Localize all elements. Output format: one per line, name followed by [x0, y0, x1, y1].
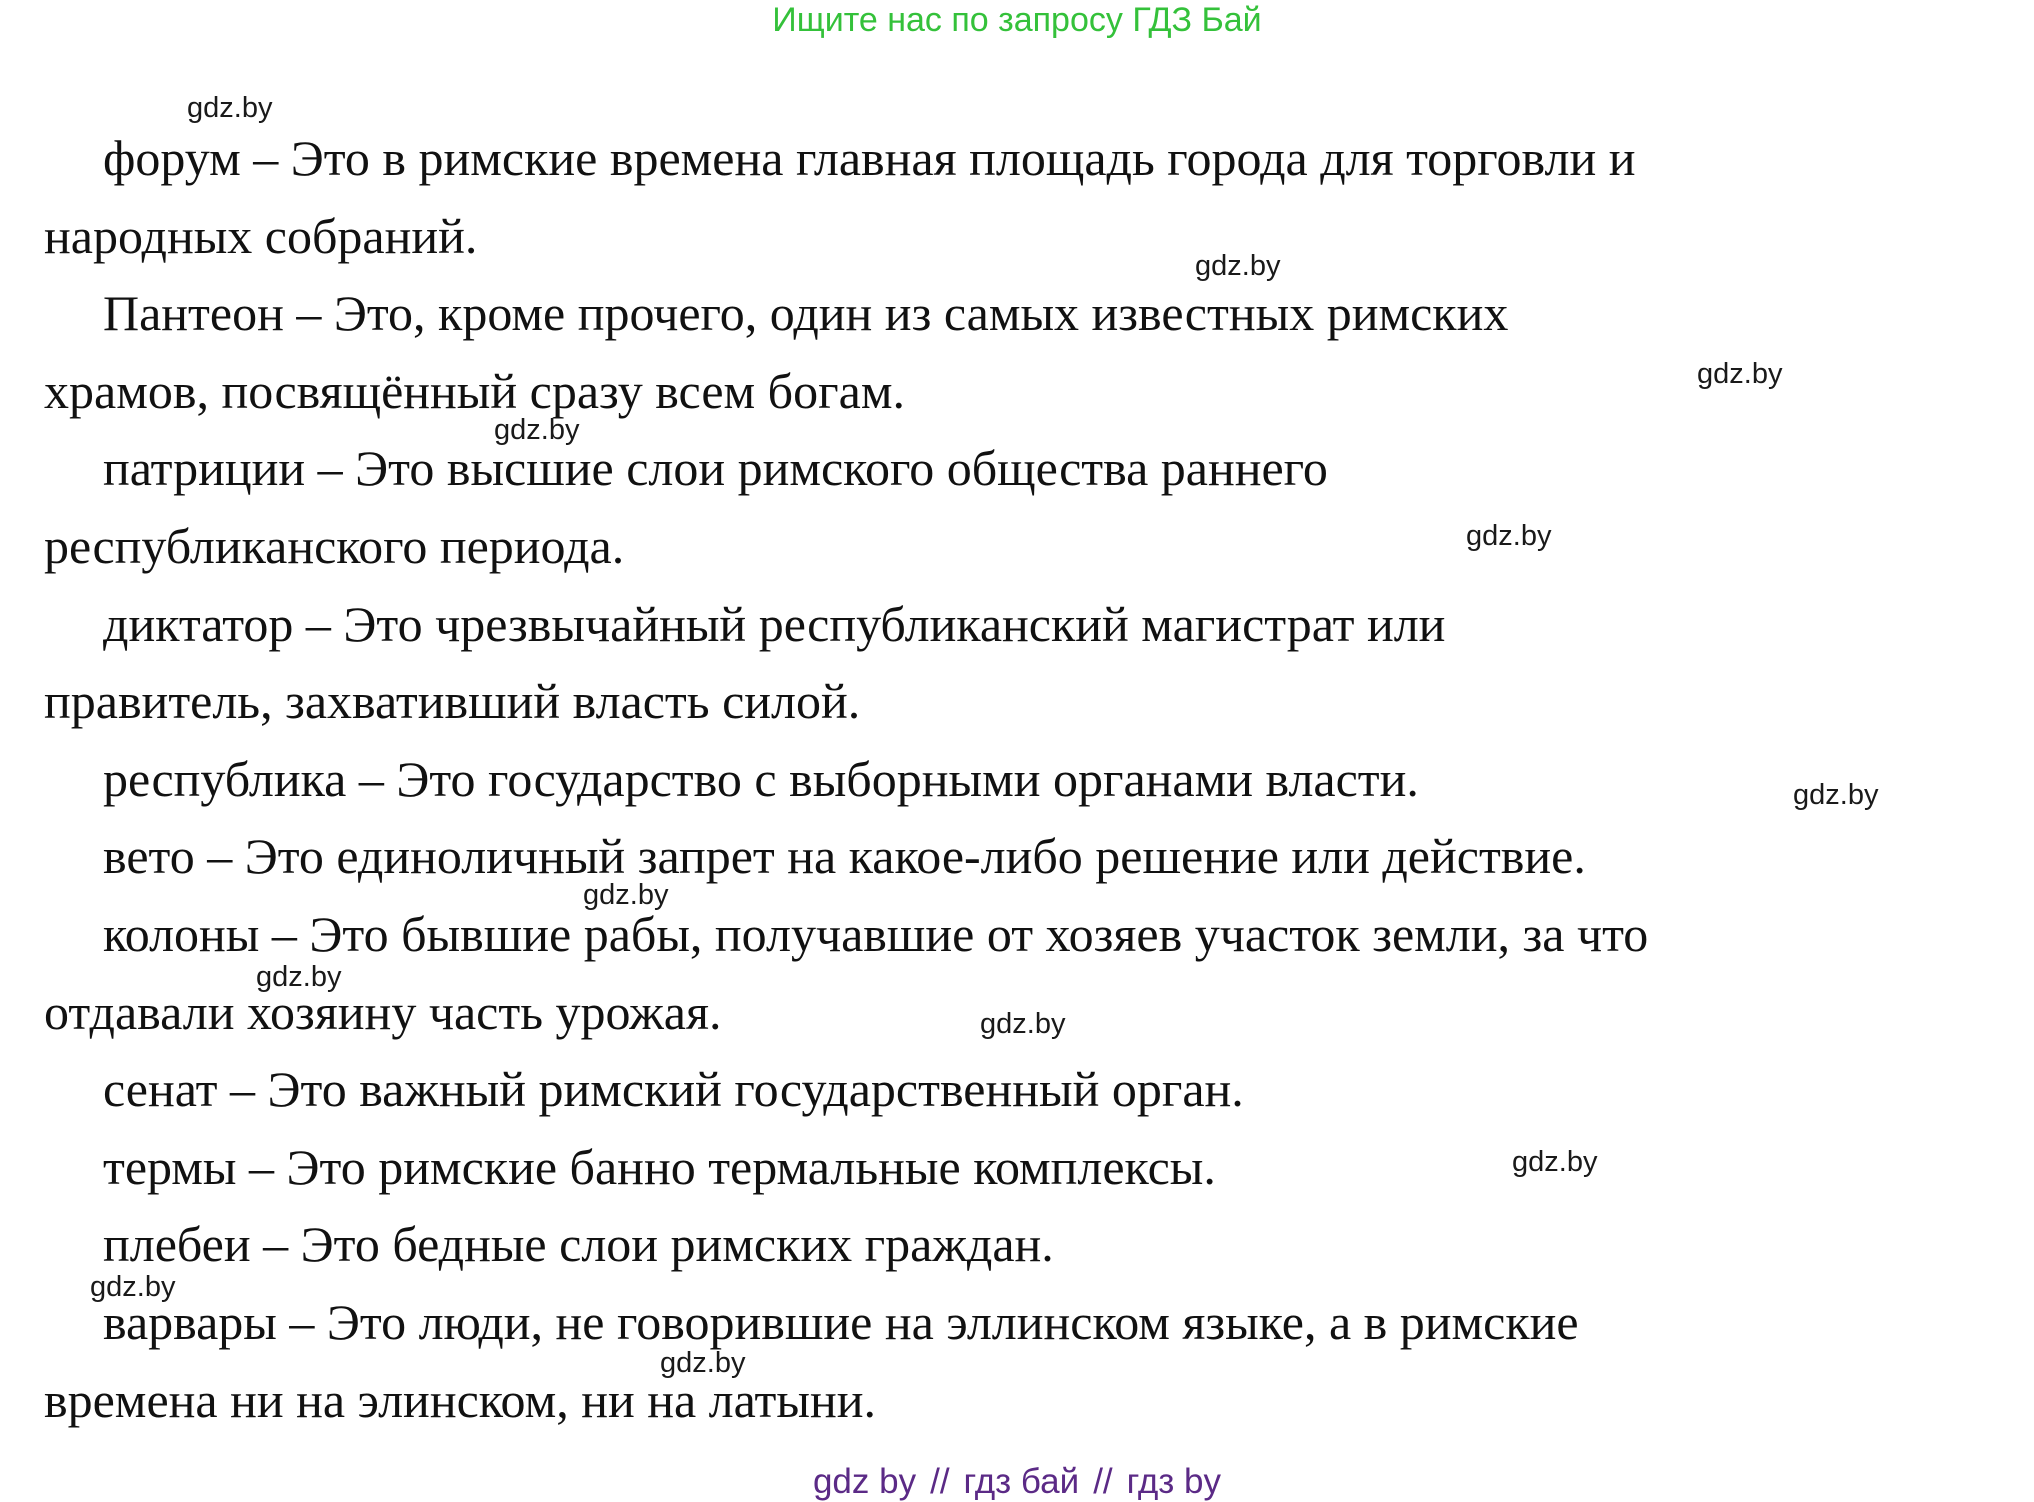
entry-line: народных собраний.: [44, 207, 478, 264]
entry-line: республика – Это государство с выборными органами власти.: [103, 750, 1419, 807]
entry-forum: [44, 120, 1984, 275]
entry-line: термы – Это римские банно термальные комплексы.: [103, 1138, 1216, 1195]
footer-link-gdz-by[interactable]: gdz by: [812, 1462, 917, 1501]
entry-line: отдавали хозяину часть урожая.: [44, 983, 722, 1040]
header-banner: Ищите нас по запросу ГДЗ Бай: [772, 1, 1262, 39]
watermark: gdz.by: [1195, 250, 1281, 282]
entry-line: колоны – Это бывшие рабы, получавшие от хозяев участок земли, за что: [103, 905, 1649, 962]
watermark: gdz.by: [90, 1271, 176, 1303]
watermark: gdz.by: [980, 1008, 1066, 1040]
footer-link-gdz-bai[interactable]: гдз бай: [963, 1462, 1080, 1501]
footer-separator: //: [930, 1462, 950, 1501]
entry-line: патриции – Это высшие слои римского общества раннего: [103, 440, 1328, 497]
entry-dictator: [44, 586, 1984, 741]
entry-line: сенат – Это важный римский государственный орган.: [103, 1061, 1244, 1118]
entry-plebeians: [44, 1206, 1984, 1284]
entry-thermae: [44, 1129, 1984, 1207]
watermark: gdz.by: [1466, 520, 1552, 552]
entry-veto: [44, 818, 1984, 896]
entry-line: диктатор – Это чрезвычайный республиканский магистрат или: [103, 595, 1446, 652]
entry-line: времена ни на элинском, ни на латыни.: [44, 1371, 876, 1428]
watermark: gdz.by: [494, 414, 580, 446]
watermark: gdz.by: [1512, 1146, 1598, 1178]
entry-pantheon: [44, 275, 1984, 430]
watermark: gdz.by: [1793, 779, 1879, 811]
watermark: gdz.by: [1697, 358, 1783, 390]
entry-line: республиканского периода.: [44, 517, 625, 574]
entry-senate: [44, 1051, 1984, 1129]
watermark: gdz.by: [256, 961, 342, 993]
entry-line: форум – Это в римские времена главная площадь города для торговли и: [103, 130, 1636, 186]
footer-link-gdz-by-cyrillic[interactable]: гдз by: [1126, 1462, 1222, 1501]
term-list: [44, 120, 1984, 1439]
watermark: gdz.by: [583, 879, 669, 911]
entry-line: правитель, захвативший власть силой.: [44, 673, 861, 730]
watermark: gdz.by: [187, 92, 273, 124]
entry-line: плебеи – Это бедные слои римских граждан.: [103, 1216, 1054, 1273]
footer-separator: //: [1093, 1462, 1113, 1501]
entry-republic: [44, 741, 1984, 819]
watermark: gdz.by: [660, 1347, 746, 1379]
entry-patricians: [44, 430, 1984, 585]
footer-links: [0, 1462, 2034, 1502]
entry-line: вето – Это единоличный запрет на какое-либо решение или действие.: [103, 828, 1586, 885]
entry-line: Пантеон – Это, кроме прочего, один из самых известных римских: [103, 285, 1509, 342]
entry-barbarians: [44, 1284, 1984, 1439]
entry-line: варвары – Это люди, не говорившие на эллинском языке, а в римские: [103, 1293, 1579, 1350]
entry-line: храмов, посвящённый сразу всем богам.: [44, 362, 905, 419]
